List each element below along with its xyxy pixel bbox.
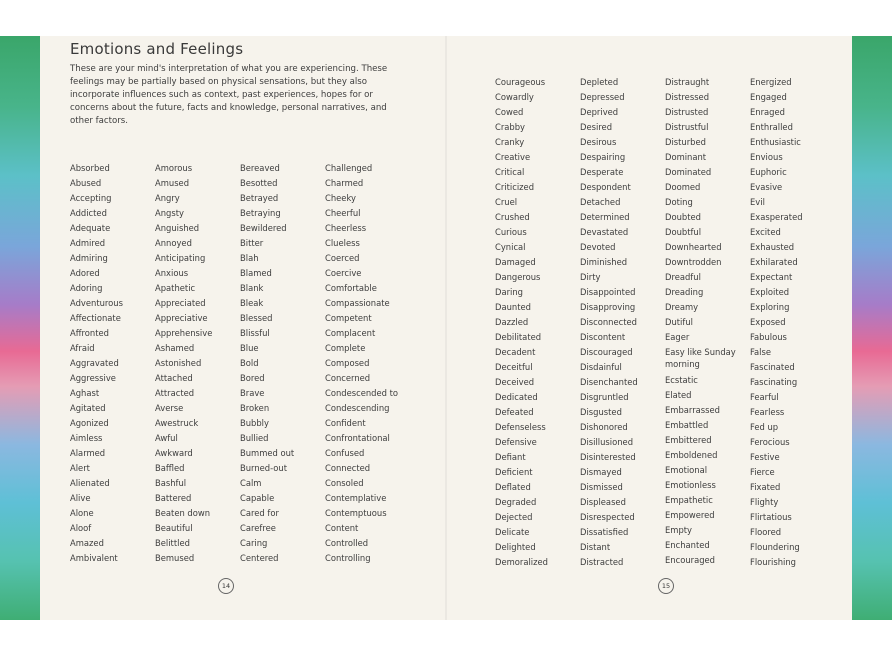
emotion-word: Competent — [325, 313, 372, 323]
emotion-word: Astonished — [155, 358, 202, 368]
emotion-word: Anticipating — [155, 253, 206, 263]
emotion-word: Exasperated — [750, 212, 803, 222]
emotion-word: Bashful — [155, 478, 187, 488]
emotion-word: Angry — [155, 193, 180, 203]
emotion-word: Desirous — [580, 137, 617, 147]
emotion-word: Exhausted — [750, 242, 795, 252]
word-column-right-1 — [495, 75, 548, 570]
emotion-word: Delighted — [495, 542, 536, 552]
emotion-word: Content — [325, 523, 359, 533]
emotion-word: Dirty — [580, 272, 601, 282]
emotion-word: Dishonored — [580, 422, 628, 432]
emotion-word: Cheeky — [325, 193, 356, 203]
emotion-word: Ashamed — [155, 343, 195, 353]
emotion-word: Bemused — [155, 553, 195, 563]
emotion-word: Emboldened — [665, 450, 718, 460]
emotion-word: Creative — [495, 152, 531, 162]
emotion-word: Disgusted — [580, 407, 622, 417]
emotion-word: Concerned — [325, 373, 371, 383]
emotion-word: Cynical — [495, 242, 526, 252]
emotion-word: Fearful — [750, 392, 779, 402]
emotion-word: Calm — [240, 478, 262, 488]
emotion-word: Displeased — [580, 497, 626, 507]
emotion-word: Baffled — [155, 463, 185, 473]
emotion-word: Beaten down — [155, 508, 211, 518]
emotion-word: Confused — [325, 448, 365, 458]
emotion-word: Attracted — [155, 388, 195, 398]
intro-paragraph: These are your mind's interpretation of what you are experiencing. These feelings may be partially based on physical sensations, but they also incorporate influences such as context, past experiences, hopes for or concerns about the future, facts and knowledge, personal narratives, and other factors. — [70, 64, 388, 126]
emotion-word: Disgruntled — [580, 392, 629, 402]
emotion-word: Admiring — [70, 253, 108, 263]
emotion-word: Excited — [750, 227, 781, 237]
emotion-word: Bleak — [240, 298, 264, 308]
emotion-word: Cheerless — [325, 223, 367, 233]
emotion-word: Demoralized — [495, 557, 548, 567]
emotion-word: Distracted — [580, 557, 624, 567]
emotion-word: Doting — [665, 197, 693, 207]
emotion-word: Disenchanted — [580, 377, 638, 387]
emotion-word: Compassionate — [325, 298, 390, 308]
emotion-word: Empty — [665, 525, 693, 535]
emotion-word: Dreamy — [665, 302, 699, 312]
emotion-word: Deficient — [495, 467, 533, 477]
emotion-word: Alienated — [70, 478, 110, 488]
emotion-word: Dangerous — [495, 272, 541, 282]
emotion-word: Floundering — [750, 542, 800, 552]
emotion-word: Dismissed — [580, 482, 623, 492]
emotion-word: Devastated — [580, 227, 629, 237]
emotion-word: Apathetic — [155, 283, 196, 293]
emotion-word: Alarmed — [70, 448, 106, 458]
emotion-word: Diminished — [580, 257, 628, 267]
emotion-word: Cared for — [240, 508, 279, 518]
emotion-word: Critical — [495, 167, 525, 177]
emotion-word: Bummed out — [240, 448, 295, 458]
emotion-word: Exposed — [750, 317, 786, 327]
emotion-word: Downtrodden — [665, 257, 722, 267]
emotion-word: Cheerful — [325, 208, 361, 218]
emotion-word: Envious — [750, 152, 783, 162]
emotion-word: Dutiful — [665, 317, 693, 327]
emotion-word: Evil — [750, 197, 765, 207]
emotion-word: Depleted — [580, 77, 619, 87]
emotion-word: Defensive — [495, 437, 537, 447]
emotion-word: Alert — [70, 463, 90, 473]
emotion-word: Disrespected — [580, 512, 635, 522]
emotion-word: Desperate — [580, 167, 624, 177]
emotion-word: Delicate — [495, 527, 530, 537]
emotion-word: Exhilarated — [750, 257, 798, 267]
emotion-word: Disdainful — [580, 362, 622, 372]
emotion-word: Flourishing — [750, 557, 796, 567]
emotion-word: Blissful — [240, 328, 270, 338]
emotion-word: Doubted — [665, 212, 701, 222]
emotion-word: Annoyed — [155, 238, 192, 248]
emotion-word: Bubbly — [240, 418, 269, 428]
emotion-word: Flighty — [750, 497, 779, 507]
emotion-word: Aggravated — [70, 358, 119, 368]
emotion-word: Connected — [325, 463, 371, 473]
emotion-word: Brave — [240, 388, 265, 398]
emotion-word: Euphoric — [750, 167, 787, 177]
emotion-word: Debilitated — [495, 332, 542, 342]
emotion-word: Despondent — [580, 182, 631, 192]
page-number-left: 14 — [218, 578, 234, 594]
emotion-word: Crushed — [495, 212, 530, 222]
emotion-word: Distant — [580, 542, 611, 552]
emotion-word: Coerced — [325, 253, 360, 263]
emotion-word: Bitter — [240, 238, 264, 248]
emotion-word: Bewildered — [240, 223, 287, 233]
word-column-right-3 — [665, 75, 745, 568]
emotion-word: Discontent — [580, 332, 626, 342]
emotion-word: Capable — [240, 493, 275, 503]
emotion-word: Caring — [240, 538, 268, 548]
emotion-word: Exploited — [750, 287, 790, 297]
emotion-word: Aghast — [70, 388, 100, 398]
emotion-word: Doubtful — [665, 227, 702, 237]
emotion-word: Dominant — [665, 152, 707, 162]
emotion-word: Engaged — [750, 92, 787, 102]
emotion-word: Embittered — [665, 435, 712, 445]
emotion-word: Eager — [665, 332, 690, 342]
emotion-word: Energized — [750, 77, 792, 87]
emotion-word: Accepting — [70, 193, 112, 203]
emotion-word: Betraying — [240, 208, 281, 218]
emotion-word: Fixated — [750, 482, 781, 492]
emotion-word: Courageous — [495, 77, 546, 87]
emotion-word: Distressed — [665, 92, 710, 102]
emotion-word: Devoted — [580, 242, 616, 252]
emotion-word: Disillusioned — [580, 437, 634, 447]
emotion-word: Dominated — [665, 167, 712, 177]
emotion-word: Alone — [70, 508, 94, 518]
emotion-word: Fascinated — [750, 362, 795, 372]
word-column-left-4 — [325, 161, 398, 566]
emotion-word: Blessed — [240, 313, 273, 323]
emotion-word: Emotionless — [665, 480, 716, 490]
emotion-word: Distrusted — [665, 107, 709, 117]
page-gutter — [445, 36, 447, 620]
emotion-word: Embarrassed — [665, 405, 720, 415]
emotion-word: Betrayed — [240, 193, 279, 203]
emotion-word: False — [750, 347, 772, 357]
emotion-word: Bored — [240, 373, 265, 383]
emotion-word: Complete — [325, 343, 366, 353]
emotion-word: Empowered — [665, 510, 715, 520]
emotion-word: Fierce — [750, 467, 775, 477]
emotion-word: Desired — [580, 122, 613, 132]
emotion-word: Deprived — [580, 107, 619, 117]
emotion-word: Bereaved — [240, 163, 280, 173]
emotion-word: Distrustful — [665, 122, 709, 132]
emotion-word: Flirtatious — [750, 512, 792, 522]
emotion-word: Ambivalent — [70, 553, 118, 563]
emotion-word: Disconnected — [580, 317, 637, 327]
emotion-word: Adoring — [70, 283, 103, 293]
emotion-word: Agonized — [70, 418, 109, 428]
emotion-word: Festive — [750, 452, 780, 462]
word-column-left-2 — [155, 161, 212, 566]
emotion-word: Dissatisfied — [580, 527, 629, 537]
emotion-word: Complacent — [325, 328, 376, 338]
emotion-word: Absorbed — [70, 163, 110, 173]
emotion-word: Confident — [325, 418, 366, 428]
emotion-word: Fearless — [750, 407, 785, 417]
emotion-word: Averse — [155, 403, 184, 413]
emotion-word: Attached — [155, 373, 193, 383]
emotion-word: Anguished — [155, 223, 200, 233]
emotion-word: Awful — [155, 433, 178, 443]
emotion-word: Contemplative — [325, 493, 387, 503]
emotion-word: Affectionate — [70, 313, 121, 323]
emotion-word: Fascinating — [750, 377, 798, 387]
word-column-right-4 — [750, 75, 803, 570]
emotion-word: Decadent — [495, 347, 536, 357]
emotion-word: Beautiful — [155, 523, 193, 533]
emotion-word: Bullied — [240, 433, 269, 443]
emotion-word: Discouraged — [580, 347, 633, 357]
emotion-word: Challenged — [325, 163, 373, 173]
emotion-word: Aloof — [70, 523, 92, 533]
emotion-word: Agitated — [70, 403, 106, 413]
emotion-word: Fabulous — [750, 332, 787, 342]
emotion-word: Defiant — [495, 452, 526, 462]
emotion-word: Dreadful — [665, 272, 701, 282]
emotion-word: Consoled — [325, 478, 364, 488]
emotion-word: Controlling — [325, 553, 371, 563]
emotion-word: Apprehensive — [155, 328, 213, 338]
emotion-word: Enchanted — [665, 540, 710, 550]
emotion-word: Elated — [665, 390, 692, 400]
emotion-word: Awkward — [155, 448, 193, 458]
emotion-word: Degraded — [495, 497, 537, 507]
emotion-word: Disturbed — [665, 137, 706, 147]
emotion-word: Controlled — [325, 538, 369, 548]
emotion-word: Doomed — [665, 182, 701, 192]
emotion-word: Appreciated — [155, 298, 206, 308]
emotion-word: Blamed — [240, 268, 272, 278]
emotion-word: Deceitful — [495, 362, 533, 372]
emotion-word: Dejected — [495, 512, 533, 522]
emotion-word: Cruel — [495, 197, 518, 207]
emotion-word: Deceived — [495, 377, 535, 387]
emotion-word: Besotted — [240, 178, 278, 188]
emotion-word: Enraged — [750, 107, 785, 117]
word-column-right-2 — [580, 75, 638, 570]
emotion-word: Disinterested — [580, 452, 636, 462]
emotion-word: Exploring — [750, 302, 790, 312]
emotion-word: Depressed — [580, 92, 625, 102]
emotion-word: Angsty — [155, 208, 184, 218]
emotion-word: Deflated — [495, 482, 531, 492]
emotion-word: Dismayed — [580, 467, 622, 477]
emotion-word: Evasive — [750, 182, 783, 192]
emotion-word: Blank — [240, 283, 264, 293]
emotion-word: Charmed — [325, 178, 364, 188]
emotion-word: Blue — [240, 343, 259, 353]
emotion-word: Encouraged — [665, 555, 715, 565]
word-column-left-1 — [70, 161, 123, 566]
emotion-word: Amused — [155, 178, 190, 188]
emotion-word: Downhearted — [665, 242, 722, 252]
emotion-word: Admired — [70, 238, 106, 248]
emotion-word: Awestruck — [155, 418, 199, 428]
emotion-word: Floored — [750, 527, 782, 537]
emotion-word: Blah — [240, 253, 259, 263]
emotion-word: Cowed — [495, 107, 524, 117]
emotion-word: Addicted — [70, 208, 107, 218]
emotion-word: Defenseless — [495, 422, 546, 432]
emotion-word: Aimless — [70, 433, 103, 443]
emotion-word: Broken — [240, 403, 270, 413]
emotion-word: Aggressive — [70, 373, 116, 383]
emotion-word: Amazed — [70, 538, 104, 548]
emotion-word: Condescended to — [325, 388, 399, 398]
emotion-word: Carefree — [240, 523, 276, 533]
emotion-word: Dazzled — [495, 317, 529, 327]
emotion-word: Abused — [70, 178, 102, 188]
emotion-word: Alive — [70, 493, 91, 503]
watercolor-edge-left — [0, 36, 40, 620]
emotion-word: Comfortable — [325, 283, 377, 293]
emotion-word: Dreading — [665, 287, 704, 297]
emotion-word: Daunted — [495, 302, 531, 312]
emotion-word: Affronted — [70, 328, 109, 338]
emotion-word: Appreciative — [155, 313, 208, 323]
emotion-word: Disappointed — [580, 287, 636, 297]
emotion-word: Distraught — [665, 77, 710, 87]
emotion-word: Damaged — [495, 257, 536, 267]
emotion-word: Disapproving — [580, 302, 636, 312]
emotion-word: Crabby — [495, 122, 526, 132]
emotion-word: Emotional — [665, 465, 708, 475]
emotion-word: Fed up — [750, 422, 779, 432]
emotion-word: Adored — [70, 268, 100, 278]
emotion-word: Coercive — [325, 268, 362, 278]
page-title: Emotions and Feelings — [70, 40, 244, 58]
emotion-word: Expectant — [750, 272, 793, 282]
emotion-word: Adventurous — [70, 298, 123, 308]
emotion-word: Empathetic — [665, 495, 713, 505]
emotion-word: Afraid — [70, 343, 95, 353]
emotion-word: Amorous — [155, 163, 193, 173]
emotion-word: Embattled — [665, 420, 709, 430]
emotion-word: Bold — [240, 358, 259, 368]
page-number-right: 15 — [658, 578, 674, 594]
emotion-word: Condescending — [325, 403, 390, 413]
emotion-word: Burned-out — [240, 463, 288, 473]
emotion-word: Curious — [495, 227, 527, 237]
emotion-word: Easy like Sunday morning — [665, 347, 736, 369]
emotion-word: Clueless — [325, 238, 360, 248]
emotion-word: Dedicated — [495, 392, 538, 402]
emotion-word: Centered — [240, 553, 279, 563]
emotion-word: Enthusiastic — [750, 137, 801, 147]
emotion-word: Ecstatic — [665, 375, 698, 385]
emotion-word: Battered — [155, 493, 192, 503]
emotion-word: Contemptuous — [325, 508, 387, 518]
emotion-word: Defeated — [495, 407, 534, 417]
emotion-word: Determined — [580, 212, 630, 222]
emotion-word: Ferocious — [750, 437, 790, 447]
emotion-word: Composed — [325, 358, 370, 368]
watercolor-edge-right — [852, 36, 892, 620]
emotion-word: Daring — [495, 287, 523, 297]
emotion-word: Enthralled — [750, 122, 793, 132]
emotion-word: Criticized — [495, 182, 535, 192]
emotion-word: Adequate — [70, 223, 111, 233]
emotion-word: Anxious — [155, 268, 189, 278]
word-column-left-3 — [240, 161, 294, 566]
emotion-word: Detached — [580, 197, 621, 207]
emotion-word: Despairing — [580, 152, 626, 162]
emotion-word: Cranky — [495, 137, 525, 147]
emotion-word: Belittled — [155, 538, 190, 548]
emotion-word: Confrontational — [325, 433, 390, 443]
emotion-word: Cowardly — [495, 92, 534, 102]
